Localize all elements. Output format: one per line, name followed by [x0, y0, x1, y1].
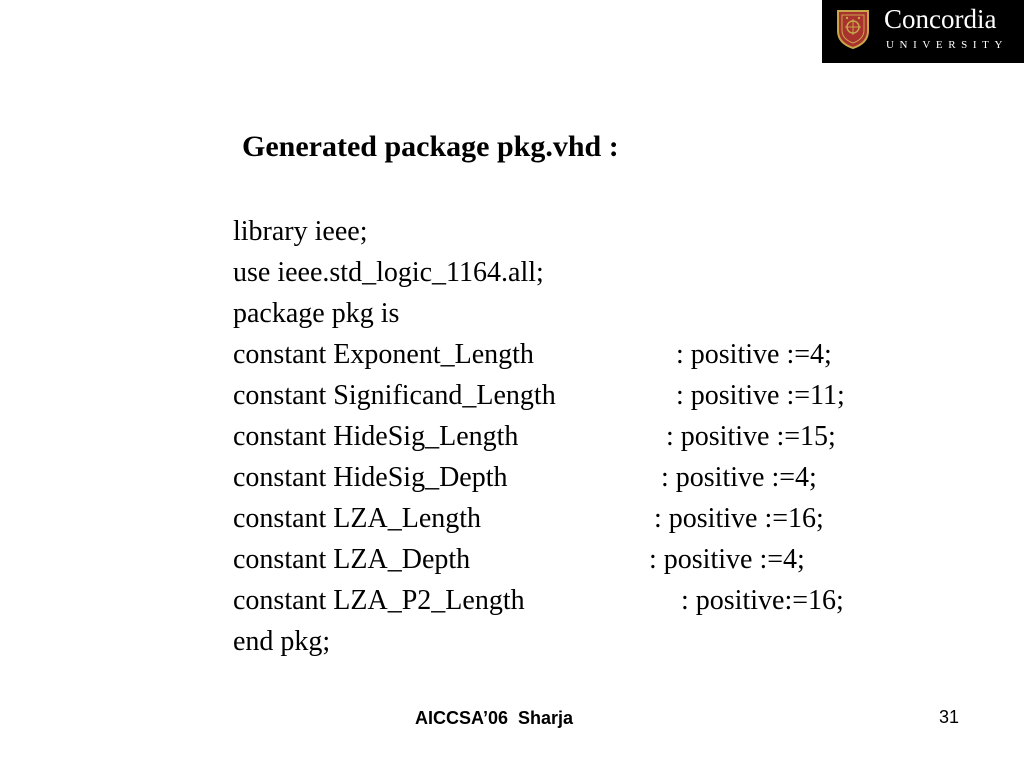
- code-line-value: : positive :=15;: [666, 421, 836, 452]
- code-line: [233, 337, 832, 373]
- code-line-text: constant LZA_Depth: [233, 544, 471, 575]
- code-line-text: constant HideSig_Length: [233, 421, 519, 452]
- footer-conference: AICCSA’06 Sharja: [415, 708, 574, 728]
- concordia-logo: [822, 0, 1024, 63]
- code-line-text: constant Exponent_Length: [233, 339, 534, 370]
- code-line: [233, 255, 544, 291]
- code-line-value: : positive:=16;: [681, 585, 844, 616]
- code-line: [233, 542, 805, 578]
- code-line-text: library ieee;: [233, 216, 368, 247]
- code-line-value: : positive :=4;: [649, 544, 805, 575]
- logo-subtitle: UNIVERSITY: [886, 39, 1008, 51]
- code-line: [233, 214, 367, 250]
- code-line: [233, 501, 824, 537]
- code-line-value: : positive :=11;: [676, 380, 845, 411]
- code-line-text: constant Significand_Length: [233, 380, 556, 411]
- code-line-text: constant HideSig_Depth: [233, 462, 508, 493]
- code-line: [233, 296, 399, 332]
- code-line: [233, 378, 845, 414]
- logo-name: Concordia: [884, 4, 997, 34]
- code-line-value: : positive :=16;: [654, 503, 824, 534]
- code-line-value: : positive :=4;: [661, 462, 817, 493]
- code-line: [233, 583, 844, 619]
- code-line-value: : positive :=4;: [676, 339, 832, 370]
- page-number: 31: [939, 707, 960, 727]
- code-line-text: end pkg;: [233, 626, 331, 657]
- slide-heading: Generated package pkg.vhd :: [242, 130, 619, 163]
- code-line: [233, 419, 836, 455]
- code-line-text: constant LZA_P2_Length: [233, 585, 525, 616]
- code-line: [233, 624, 330, 660]
- concordia-crest-icon: [836, 9, 870, 49]
- code-line-text: use ieee.std_logic_1164.all;: [233, 257, 544, 288]
- code-line-text: constant LZA_Length: [233, 503, 482, 534]
- code-line-text: package pkg is: [233, 298, 400, 329]
- code-line: [233, 460, 817, 496]
